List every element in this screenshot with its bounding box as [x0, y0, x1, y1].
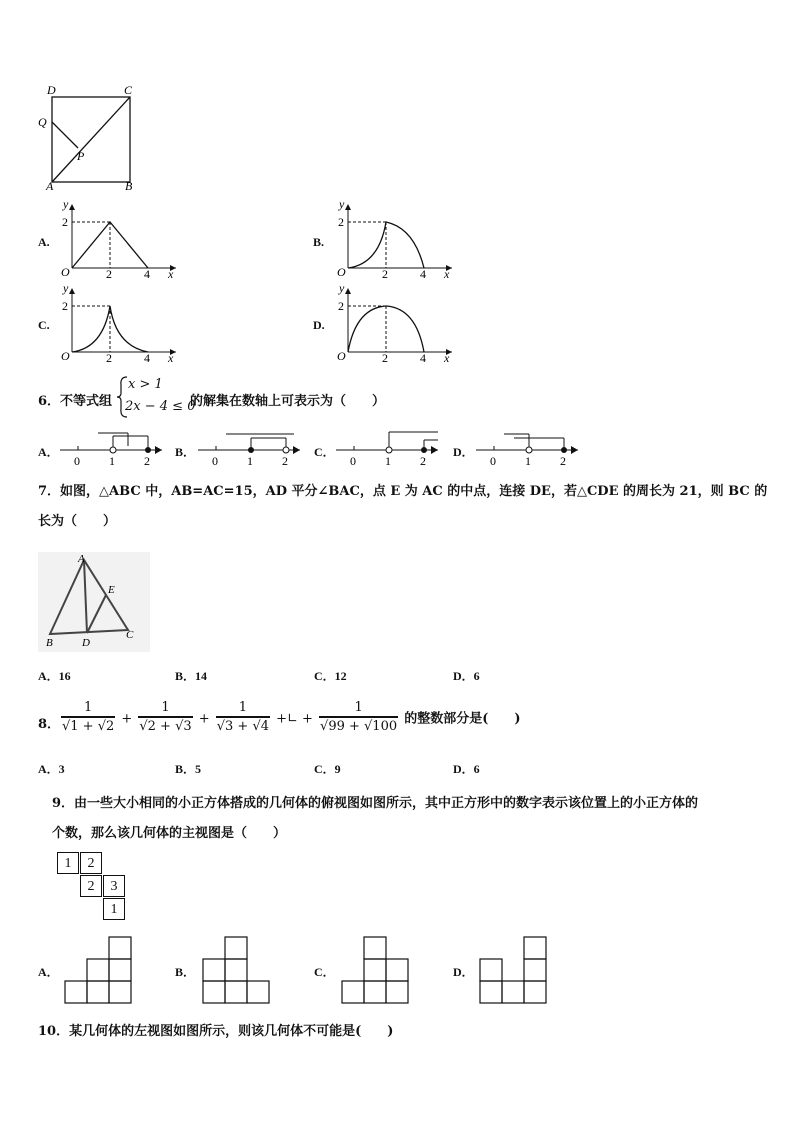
svg-text:2: 2 [420, 454, 426, 468]
svg-text:2: 2 [560, 454, 566, 468]
svg-text:2: 2 [382, 351, 388, 364]
grid-cell: 3 [103, 875, 125, 897]
svg-text:0: 0 [350, 454, 356, 468]
label-c: C [124, 83, 133, 97]
q6-numberline-a [58, 428, 168, 470]
q8-term-3: $\frac{1}{√3 + √4}$ [216, 700, 270, 734]
q7-triangle-figure [38, 552, 150, 652]
q8-term-4: $\frac{1}{√99 + √100}$ [320, 700, 398, 734]
q6-option-a-letter: A． [38, 445, 59, 459]
q9-front-view-c [340, 936, 412, 1008]
svg-text:O: O [61, 265, 70, 279]
q8-term-2: $\frac{1}{√2 + √3}$ [139, 700, 192, 734]
q6-option-b-letter: B． [175, 445, 196, 459]
q5-option-b-letter: B. [313, 235, 325, 249]
svg-text:E: E [108, 584, 115, 596]
q9-text-line2: 个数，那么该几何体的主视图是（ ） [52, 826, 287, 841]
q6-numberline-c [334, 428, 444, 470]
svg-text:0: 0 [74, 454, 80, 468]
q5-graph-a [58, 198, 188, 280]
svg-text:O: O [337, 349, 346, 363]
q5-graph-b [334, 198, 464, 280]
svg-text:x: x [168, 351, 174, 364]
svg-text:2: 2 [106, 267, 112, 280]
q8-option-b: B．5 [175, 762, 202, 776]
svg-text:B: B [46, 637, 53, 649]
q8-option-c: C．9 [314, 762, 341, 776]
q8-term-1: $\frac{1}{√1 + √2}$ [62, 700, 115, 734]
q6-option-c-letter: C． [314, 445, 335, 459]
q10-text: 10．某几何体的左视图如图所示，则该几何体不可能是( ) [38, 1024, 394, 1039]
q6-suffix: 的解集在数轴上可表示为（ ） [190, 394, 386, 409]
q5-option-d-letter: D. [313, 318, 325, 332]
grid-cell: 2 [80, 875, 102, 897]
label-p: P [77, 149, 85, 163]
grid-cell: 1 [103, 898, 125, 920]
q5-option-c-letter: C. [38, 318, 50, 332]
q8-number: 8． [38, 717, 61, 732]
svg-text:2: 2 [144, 454, 150, 468]
svg-text:0: 0 [490, 454, 496, 468]
q9-front-view-d [478, 936, 550, 1008]
svg-text:2: 2 [62, 299, 68, 313]
q7-text-line2: 长为（ ） [38, 514, 117, 529]
q5-graph-d [334, 282, 464, 364]
svg-text:2: 2 [338, 215, 344, 229]
q8-expression: $\frac{1}{√1 + √2}$ + $\frac{1}{√2 + √3}$ + $\frac{1}{√3 + √4}$ +∟ + $\frac{1}{√99 + √100}$ 的整数部分是( ) [62, 700, 521, 734]
svg-text:C: C [126, 629, 134, 641]
svg-text:x: x [444, 351, 450, 364]
svg-text:x: x [168, 267, 174, 280]
svg-text:O: O [337, 265, 346, 279]
square-figure [30, 80, 140, 192]
svg-text:4: 4 [420, 351, 426, 364]
q7-option-b: B．14 [175, 669, 208, 683]
svg-text:2: 2 [338, 299, 344, 313]
q7-option-a: A．16 [38, 669, 71, 683]
grid-cell: 2 [80, 852, 102, 874]
q6-option-d-letter: D． [453, 445, 474, 459]
svg-text:A: A [78, 553, 85, 565]
svg-text:1: 1 [247, 454, 253, 468]
q8-option-a: A．3 [38, 762, 65, 776]
q8-option-d: D．6 [453, 762, 480, 776]
svg-text:y: y [63, 282, 69, 295]
q7-option-d: D．6 [453, 669, 480, 683]
label-q: Q [38, 115, 47, 129]
grid-cell: 1 [57, 852, 79, 874]
q9-option-a-letter: A． [38, 965, 59, 979]
q6-prefix: 6．不等式组 [38, 394, 113, 409]
q9-option-b-letter: B． [175, 965, 196, 979]
q6-inequality-2: 2x − 4 ≤ 0 [125, 399, 196, 414]
svg-text:D: D [82, 637, 90, 649]
svg-text:y: y [63, 198, 69, 211]
label-a: A [46, 179, 54, 192]
q9-option-d-letter: D． [453, 965, 474, 979]
q5-option-a-letter: A. [38, 235, 50, 249]
q9-option-c-letter: C． [314, 965, 335, 979]
svg-text:1: 1 [525, 454, 531, 468]
svg-text:1: 1 [109, 454, 115, 468]
label-b: B [125, 179, 133, 192]
svg-text:1: 1 [385, 454, 391, 468]
svg-text:2: 2 [382, 267, 388, 280]
svg-text:4: 4 [420, 267, 426, 280]
svg-text:4: 4 [144, 351, 150, 364]
svg-text:2: 2 [62, 215, 68, 229]
svg-text:y: y [339, 282, 345, 295]
q7-text-line1: 7．如图，△ABC 中，AB=AC=15，AD 平分∠BAC，点 E 为 AC 的中点，连接 DE，若△CDE 的周长为 21，则 BC 的 [38, 484, 768, 499]
q9-text-line1: 9．由一些大小相同的小正方体搭成的几何体的俯视图如图所示，其中正方形中的数字表示该位置上的小正方体的 [52, 796, 699, 811]
q9-front-view-b [201, 936, 273, 1008]
svg-text:x: x [444, 267, 450, 280]
svg-text:4: 4 [144, 267, 150, 280]
q5-graph-c [58, 282, 188, 364]
svg-text:2: 2 [282, 454, 288, 468]
svg-text:O: O [61, 349, 70, 363]
svg-text:0: 0 [212, 454, 218, 468]
label-d: D [47, 83, 56, 97]
svg-text:2: 2 [106, 351, 112, 364]
q6-numberline-d [474, 428, 584, 470]
svg-text:y: y [339, 198, 345, 211]
q6-inequality-1: x > 1 [128, 377, 163, 392]
q7-option-c: C．12 [314, 669, 347, 683]
q9-front-view-a [63, 936, 135, 1008]
q6-numberline-b [196, 428, 306, 470]
